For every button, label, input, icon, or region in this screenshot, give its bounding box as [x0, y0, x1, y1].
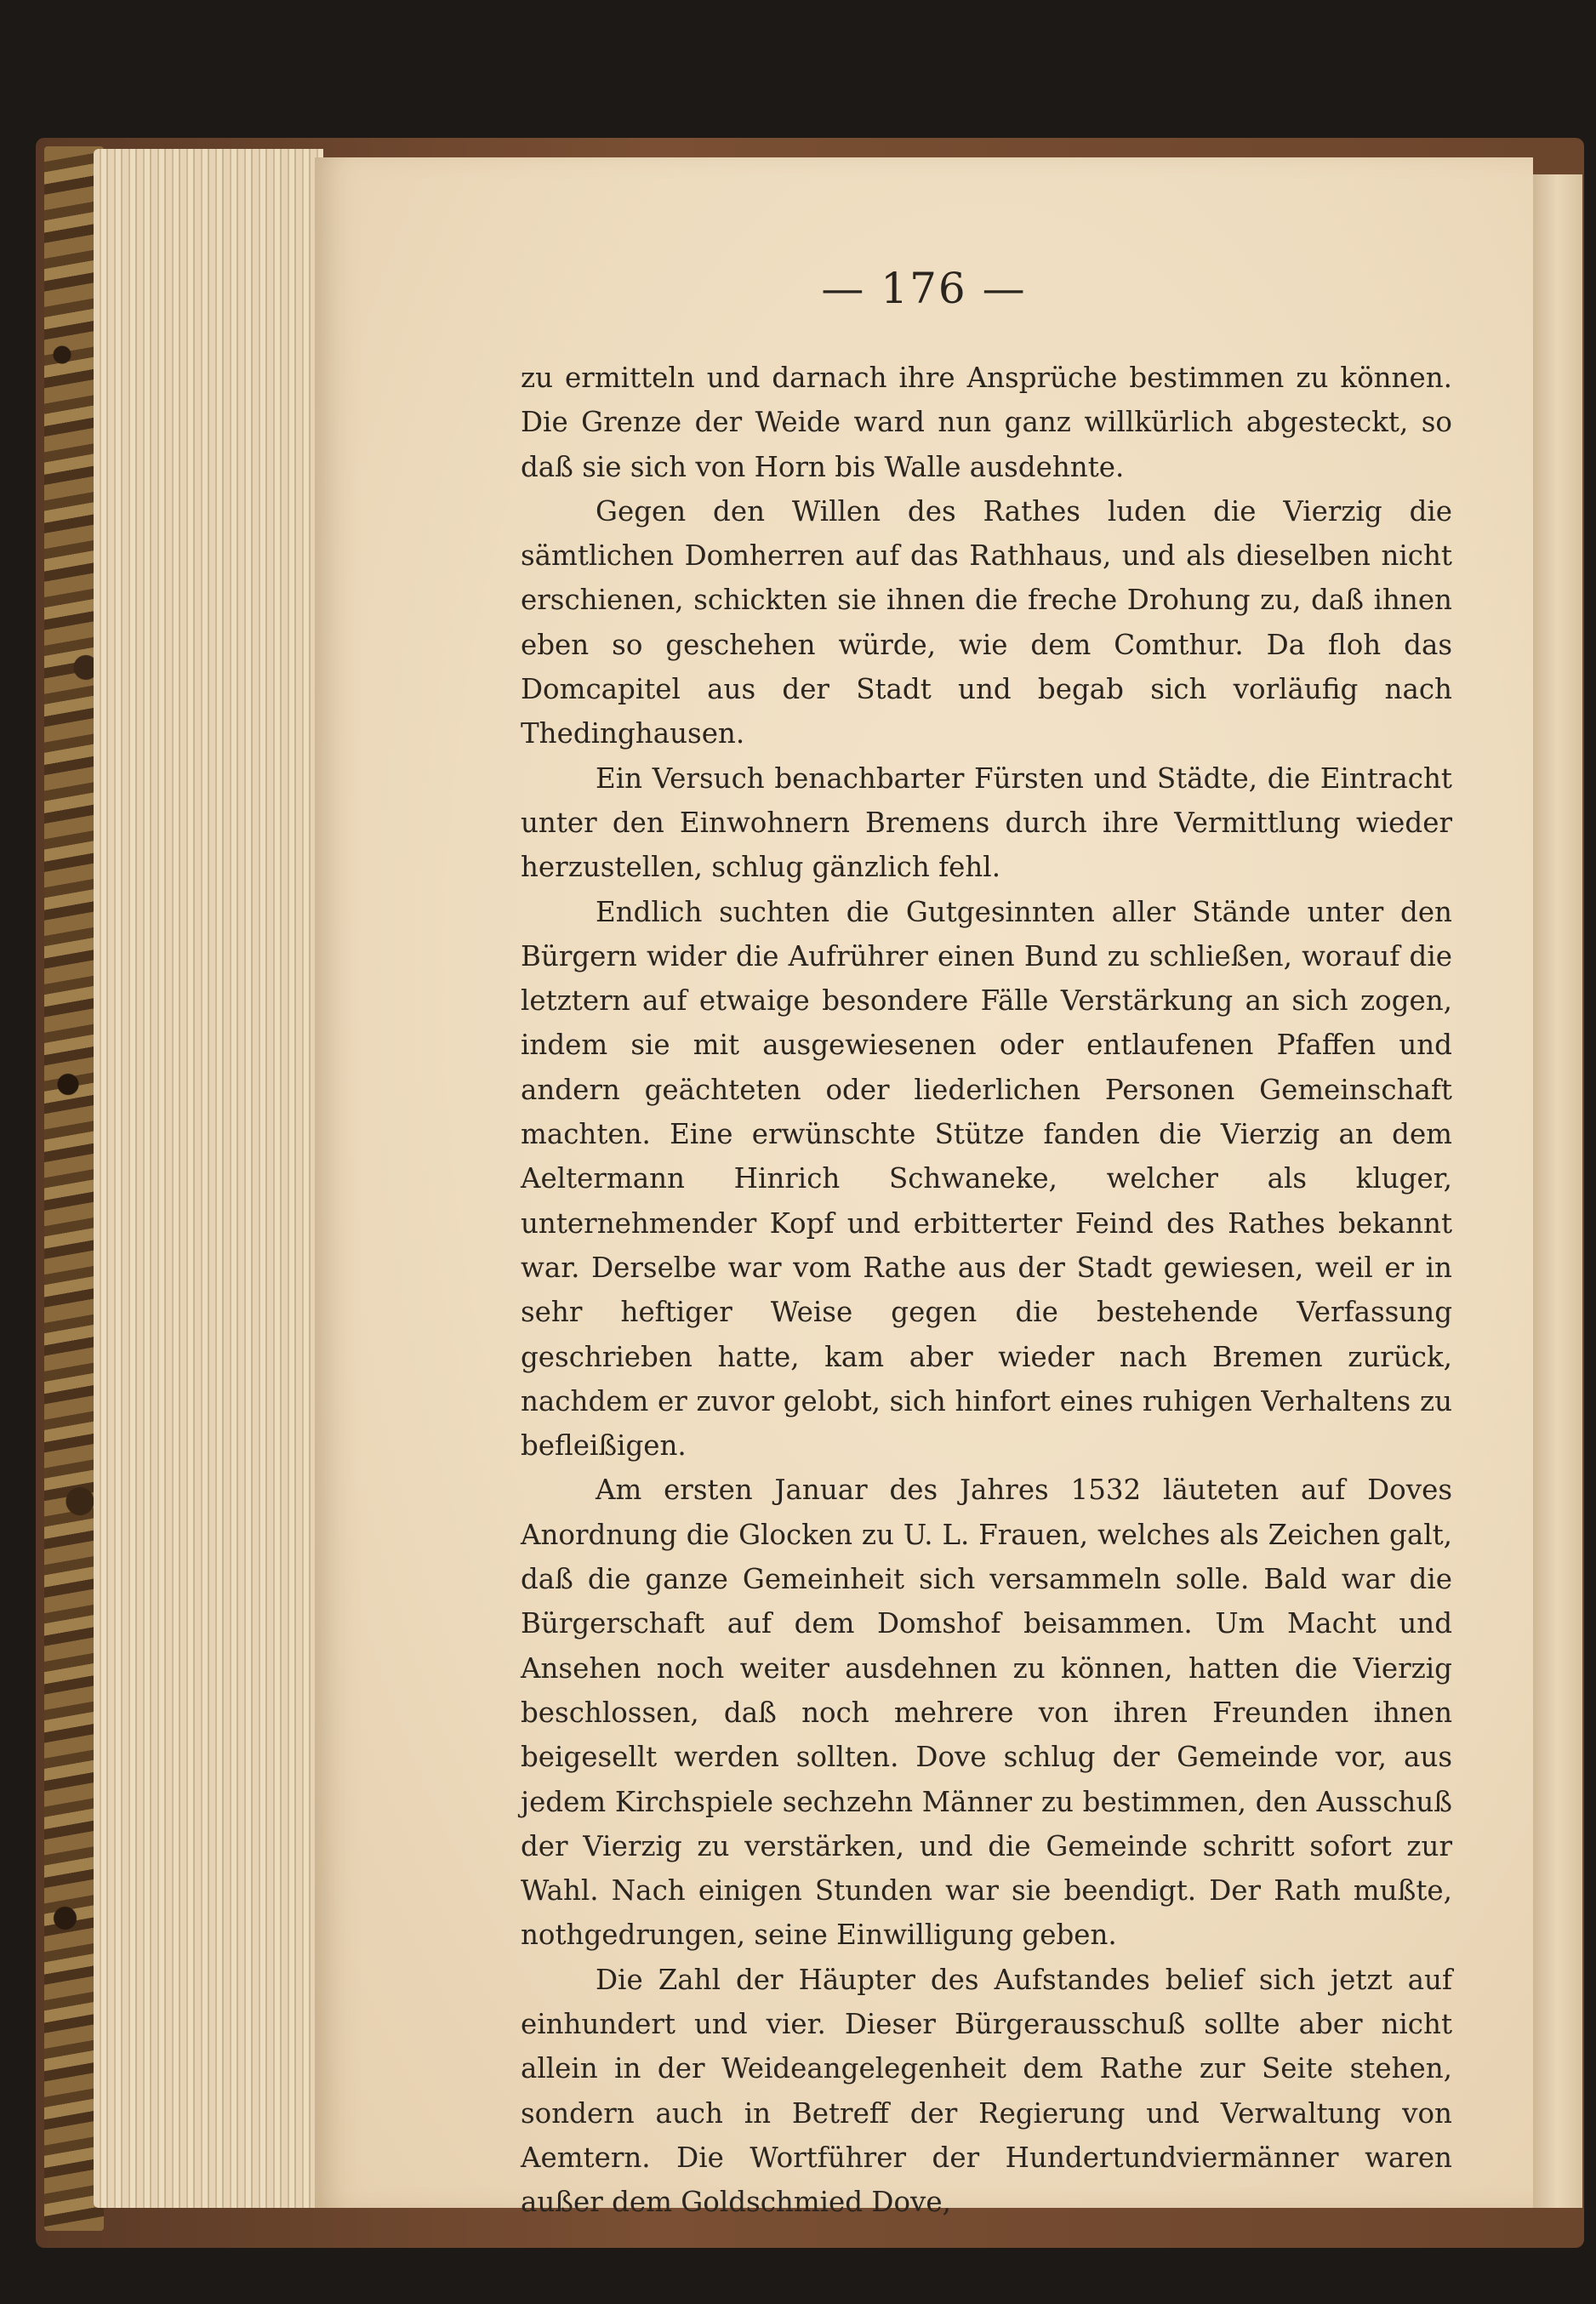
page-body-text [521, 356, 1452, 2224]
paragraph: Ein Versuch benachbarter Fürsten und Städte, die Eintracht unter den Einwohnern Bremens durch ihre Vermittlung wieder herzustellen, schlug gänzlich fehl. [521, 761, 1452, 884]
facing-page-edge [1531, 174, 1582, 2208]
page-number-header: — 176 — [821, 264, 1027, 313]
page-stack-edges [94, 149, 323, 2208]
paragraph: Die Zahl der Häupter des Aufstandes belief sich jetzt auf einhundert und vier. Dieser Bürgerausschuß sollte aber nicht allein in der Weideangelegenheit dem Rathe zur Seite stehen, sondern auch in Betreff der Regierung und Verwaltung von Aemtern. Die Wortführer der Hundertundviermänner waren außer dem Goldschmied Dove, [521, 1963, 1452, 2219]
paragraph: Am ersten Januar des Jahres 1532 läuteten auf Doves Anordnung die Glocken zu U. L. Frauen, welches als Zeichen galt, daß die ganze Gemeinheit sich versammeln solle. Bald war die Bürgerschaft auf dem Domshof beisammen. Um Macht und Ansehen noch weiter ausdehnen zu können, hatten die Vierzig beschlossen, daß noch mehrere von ihren Freunden ihnen beigesellt werden sollten. Dove schlug der Gemeinde vor, aus jedem Kirchspiele sechzehn Männer zu bestimmen, den Ausschuß der Vierzig zu verstärken, und die Gemeinde schritt sofort zur Wahl. Nach einigen Stunden war sie beendigt. Der Rath mußte, nothgedrungen, seine Einwilligung geben. [521, 1474, 1452, 1952]
paragraph-continuation: zu ermitteln und darnach ihre Ansprüche bestimmen zu können. Die Grenze der Weide ward nun ganz willkürlich abgesteckt, so daß sie sich von Horn bis Walle ausdehnte. [521, 362, 1452, 483]
paragraph: Gegen den Willen des Rathes luden die Vierzig die sämtlichen Domherren auf das Rathhaus, und als dieselben nicht erschienen, schickten sie ihnen die freche Drohung zu, daß ihnen eben so geschehen würde, wie dem Comthur. Da floh das Domcapitel aus der Stadt und begab sich vorläufig nach Thedinghausen. [521, 494, 1452, 750]
paragraph: Endlich suchten die Gutgesinnten aller Stände unter den Bürgern wider die Aufrührer einen Bund zu schließen, worauf die letztern auf etwaige besondere Fälle Verstärkung an sich zogen, indem sie mit ausgewiesenen oder entlaufenen Pfaffen und andern geächteten oder liederlichen Personen Gemeinschaft machten. Eine erwünschte Stütze fanden die Vierzig an dem Aeltermann Hinrich Schwaneke, welcher als kluger, unternehmender Kopf und erbitterter Feind des Rathes bekannt war. Derselbe war vom Rathe aus der Stadt gewiesen, weil er in sehr heftiger Weise gegen die bestehende Verfassung geschrieben hatte, kam aber wieder nach Bremen zurück, nachdem er zuvor gelobt, sich hinfort eines ruhigen Verhaltens zu befleißigen. [521, 895, 1452, 1463]
